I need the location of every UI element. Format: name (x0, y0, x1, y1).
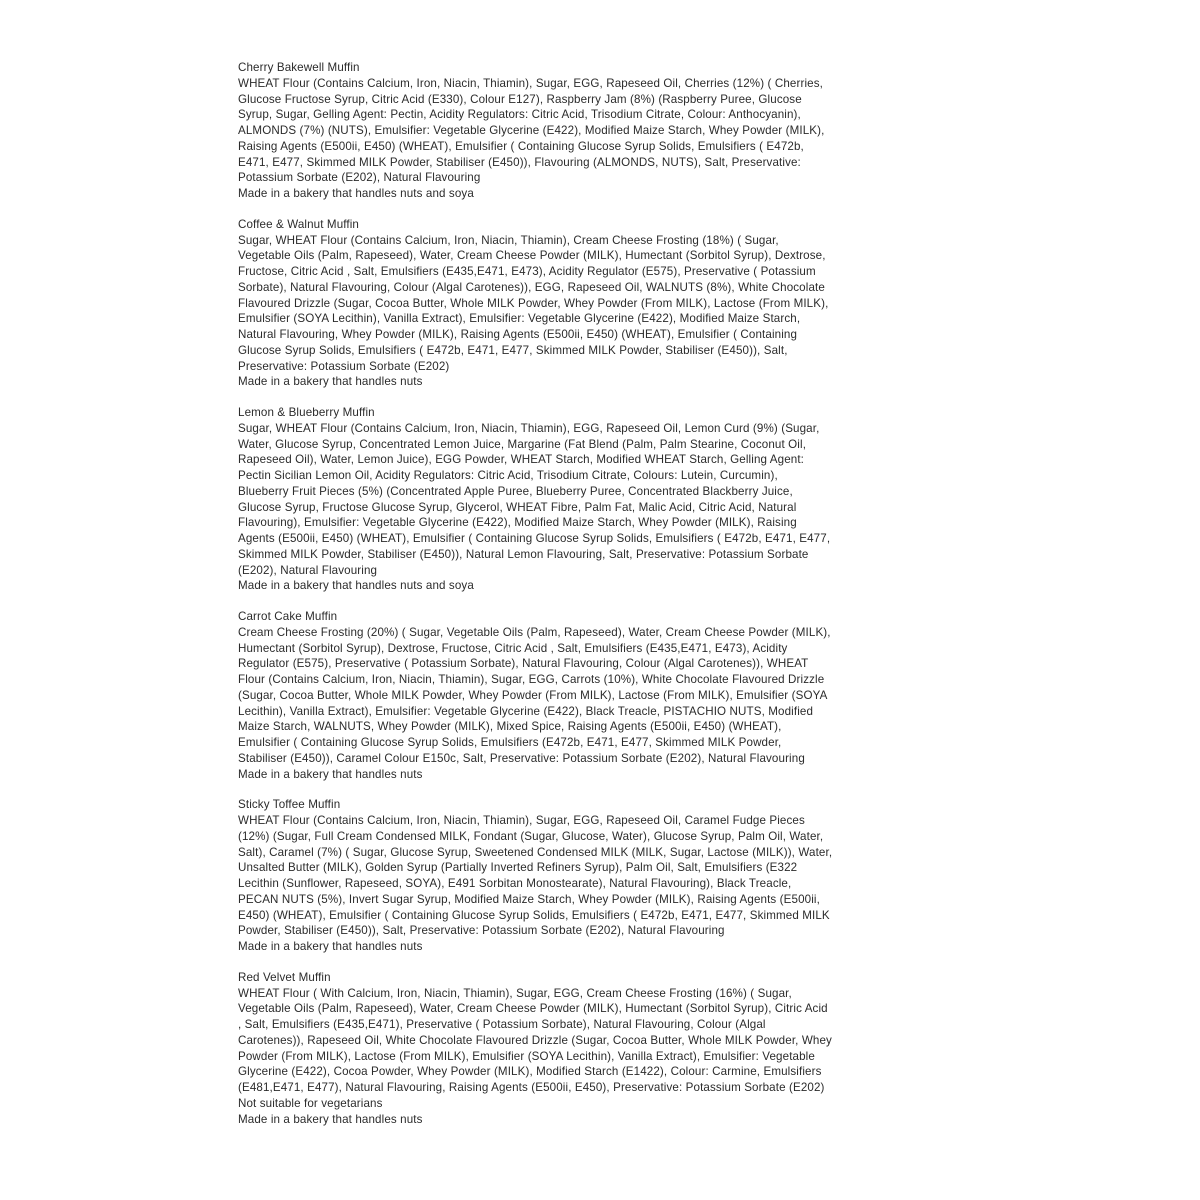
product-carrot-cake (238, 609, 968, 782)
product-red-velvet (238, 970, 968, 1128)
ingredients-text: WHEAT Flour (Contains Calcium, Iron, Niacin, Thiamin), Sugar, EGG, Rapeseed Oil, Caramel Fudge Pieces (12%) (Sugar, Full Cream Condensed MILK, Fondant (Sugar, Glucose, Water), Glucose Syrup, Palm Oil, Water, Salt), Caramel (7%) ( Sugar, Glucose Syrup, Sweetened Condensed MILK (MILK, Sugar, Lactose (MILK)), Water, Unsalted Butter (MILK), Golden Syrup (Partially Inverted Refiners Syrup), Palm Oil, Salt, Emulsifiers (E322 Lecithin (Sunflower, Rapeseed, SOYA), E491 Sorbitan Monostearate), Natural Flavouring), Black Treacle, PECAN NUTS (5%), Invert Sugar Syrup, Modified Maize Starch, Whey Powder (MILK), Raising Agents (E500ii, E450) (WHEAT), Emulsifier ( Containing Glucose Syrup Solids, Emulsifiers ( E472b, E471, E477, Skimmed MILK Powder, Stabiliser (E450)), Salt, Preservative: Potassium Sorbate (E202), Natural Flavouring (238, 814, 833, 938)
allergen-note: Made in a bakery that handles nuts (238, 940, 423, 953)
ingredients-text: Sugar, WHEAT Flour (Contains Calcium, Iron, Niacin, Thiamin), Cream Cheese Frosting (18%) ( Sugar, Vegetable Oils (Palm, Rapeseed), Water, Cream Cheese Powder (MILK), Humectant (Sorbitol Syrup), Dextrose, Fructose, Citric Acid , Salt, Emulsifiers (E435,E471, E473), Acidity Regulator (E575), Preservative ( Potassium Sorbate), Natural Flavouring, Colour (Algal Carotenes)), EGG, Rapeseed Oil, WALNUTS (8%), White Chocolate Flavoured Drizzle (Sugar, Cocoa Butter, Whole MILK Powder, Whey Powder (From MILK), Lactose (From MILK), Emulsifier (SOYA Lecithin), Vanilla Extract), Emulsifier: Vegetable Glycerine (E422), Modified Maize Starch, Natural Flavouring, Whey Powder (MILK), Raising Agents (E500ii, E450) (WHEAT), Emulsifier ( Containing Glucose Syrup Solids, Emulsifiers ( E472b, E471, E477, Skimmed MILK Powder, Stabiliser (E450)), Salt, Preservative: Potassium Sorbate (E202) (238, 233, 829, 373)
allergen-note: Made in a bakery that handles nuts and soya (238, 187, 474, 200)
ingredients-text: Sugar, WHEAT Flour (Contains Calcium, Iron, Niacin, Thiamin), EGG, Rapeseed Oil, Lemon Curd (9%) (Sugar, Water, Glucose Syrup, Concentrated Lemon Juice, Margarine (Fat Blend (Palm, Palm Stearine, Coconut Oil, Rapeseed Oil), Water, Lemon Juice), EGG Powder, WHEAT Starch, Modified WHEAT Starch, Gelling Agent: Pectin Sicilian Lemon Oil, Acidity Regulators: Citric Acid, Trisodium Citrate, Colours: Lutein, Curcumin), Blueberry Fruit Pieces (5%) (Concentrated Apple Puree, Blueberry Puree, Concentrated Blackberry Juice, Glucose Syrup, Fructose Glucose Syrup, Glycerol, WHEAT Fibre, Palm Fat, Malic Acid, Citric Acid, Natural Flavouring), Emulsifier: Vegetable Glycerine (E422), Modified Maize Starch, Whey Powder (MILK), Raising Agents (E500ii, E450) (WHEAT), Emulsifier ( Containing Glucose Syrup Solids, Emulsifiers ( E472b, E471, E477, Skimmed MILK Powder, Stabiliser (E450)), Natural Lemon Flavouring, Salt, Preservative: Potassium Sorbate (E202), Natural Flavouring (238, 421, 831, 577)
product-name: Red Velvet Muffin (238, 970, 331, 984)
ingredients-text: Cream Cheese Frosting (20%) ( Sugar, Vegetable Oils (Palm, Rapeseed), Water, Cream Cheese Powder (MILK), Humectant (Sorbitol Syrup), Dextrose, Fructose, Citric Acid , Salt, Emulsifiers (E435,E471, E473), Acidity Regulator (E575), Preservative ( Potassium Sorbate), Natural Flavouring, Colour (Algal Carotenes)), WHEAT Flour (Contains Calcium, Iron, Niacin, Thiamin), Sugar, EGG, Carrots (10%), White Chocolate Flavoured Drizzle (Sugar, Cocoa Butter, Whole MILK Powder, Whey Powder (From MILK), Lactose (From MILK), Emulsifier (SOYA Lecithin), Vanilla Extract), Emulsifier: Vegetable Glycerine (E422), Black Treacle, PISTACHIO NUTS, Modified Maize Starch, WALNUTS, Whey Powder (MILK), Mixed Spice, Raising Agents (E500ii, E450) (WHEAT), Emulsifier ( Containing Glucose Syrup Solids, Emulsifiers (E472b, E471, E477, Skimmed MILK Powder, Stabiliser (E450)), Caramel Colour E150c, Salt, Preservative: Potassium Sorbate (E202), Natural Flavouring (238, 625, 831, 765)
vegetarian-note: Not suitable for vegetarians (238, 1096, 383, 1110)
allergen-note: Made in a bakery that handles nuts and soya (238, 579, 474, 593)
product-name: Lemon & Blueberry Muffin (238, 406, 375, 419)
product-sticky-toffee (238, 797, 968, 955)
allergen-note: Made in a bakery that handles nuts (238, 767, 423, 781)
product-name: Carrot Cake Muffin (238, 610, 338, 623)
product-name: Coffee & Walnut Muffin (238, 217, 359, 231)
ingredients-text: WHEAT Flour ( With Calcium, Iron, Niacin, Thiamin), Sugar, EGG, Cream Cheese Frosting (16%) ( Sugar, Vegetable Oils (Palm, Rapeseed), Water, Cream Cheese Powder (MILK), Humectant (Sorbitol Syrup), Citric Acid , Salt, Emulsifiers (E435,E471), Preservative ( Potassium Sorbate), Natural Flavouring, Colour (Algal Carotenes)), Rapeseed Oil, White Chocolate Flavoured Drizzle (Sugar, Cocoa Butter, Whole MILK Powder, Whey Powder (From MILK), Lactose (From MILK), Emulsifier (SOYA Lecithin), Vanilla Extract), Emulsifier: Vegetable Glycerine (E422), Cocoa Powder, Whey Powder (MILK), Modified Starch (E1422), Colour: Carmine, Emulsifiers (E481,E471, E477), Natural Flavouring, Raising Agents (E500ii, E450), Preservative: Potassium Sorbate (E202) (238, 986, 832, 1094)
product-lemon-blueberry (238, 405, 968, 594)
ingredients-document (238, 60, 968, 1142)
product-name: Sticky Toffee Muffin (238, 798, 341, 812)
allergen-note: Made in a bakery that handles nuts (238, 375, 423, 389)
product-name: Cherry Bakewell Muffin (238, 61, 360, 74)
allergen-note: Made in a bakery that handles nuts (238, 1112, 423, 1126)
ingredients-text: WHEAT Flour (Contains Calcium, Iron, Niacin, Thiamin), Sugar, EGG, Rapeseed Oil, Cherries (12%) ( Cherries, Glucose Fructose Syrup, Citric Acid (E330), Colour E127), Raspberry Jam (8%) (Raspberry Puree, Glucose Syrup, Sugar, Gelling Agent: Pectin, Acidity Regulators: Citric Acid, Trisodium Citrate, Colour: Anthocyanin), ALMONDS (7%) (NUTS), Emulsifier: Vegetable Glycerine (E422), Modified Maize Starch, Whey Powder (MILK), Raising Agents (E500ii, E450) (WHEAT), Emulsifier ( Containing Glucose Syrup Solids, Emulsifiers ( E472b, E471, E477, Skimmed MILK Powder, Stabiliser (E450)), Flavouring (ALMONDS, NUTS), Salt, Preservative: Potassium Sorbate (E202), Natural Flavouring (238, 76, 825, 185)
product-coffee-walnut (238, 217, 968, 390)
product-cherry-bakewell (238, 60, 968, 202)
